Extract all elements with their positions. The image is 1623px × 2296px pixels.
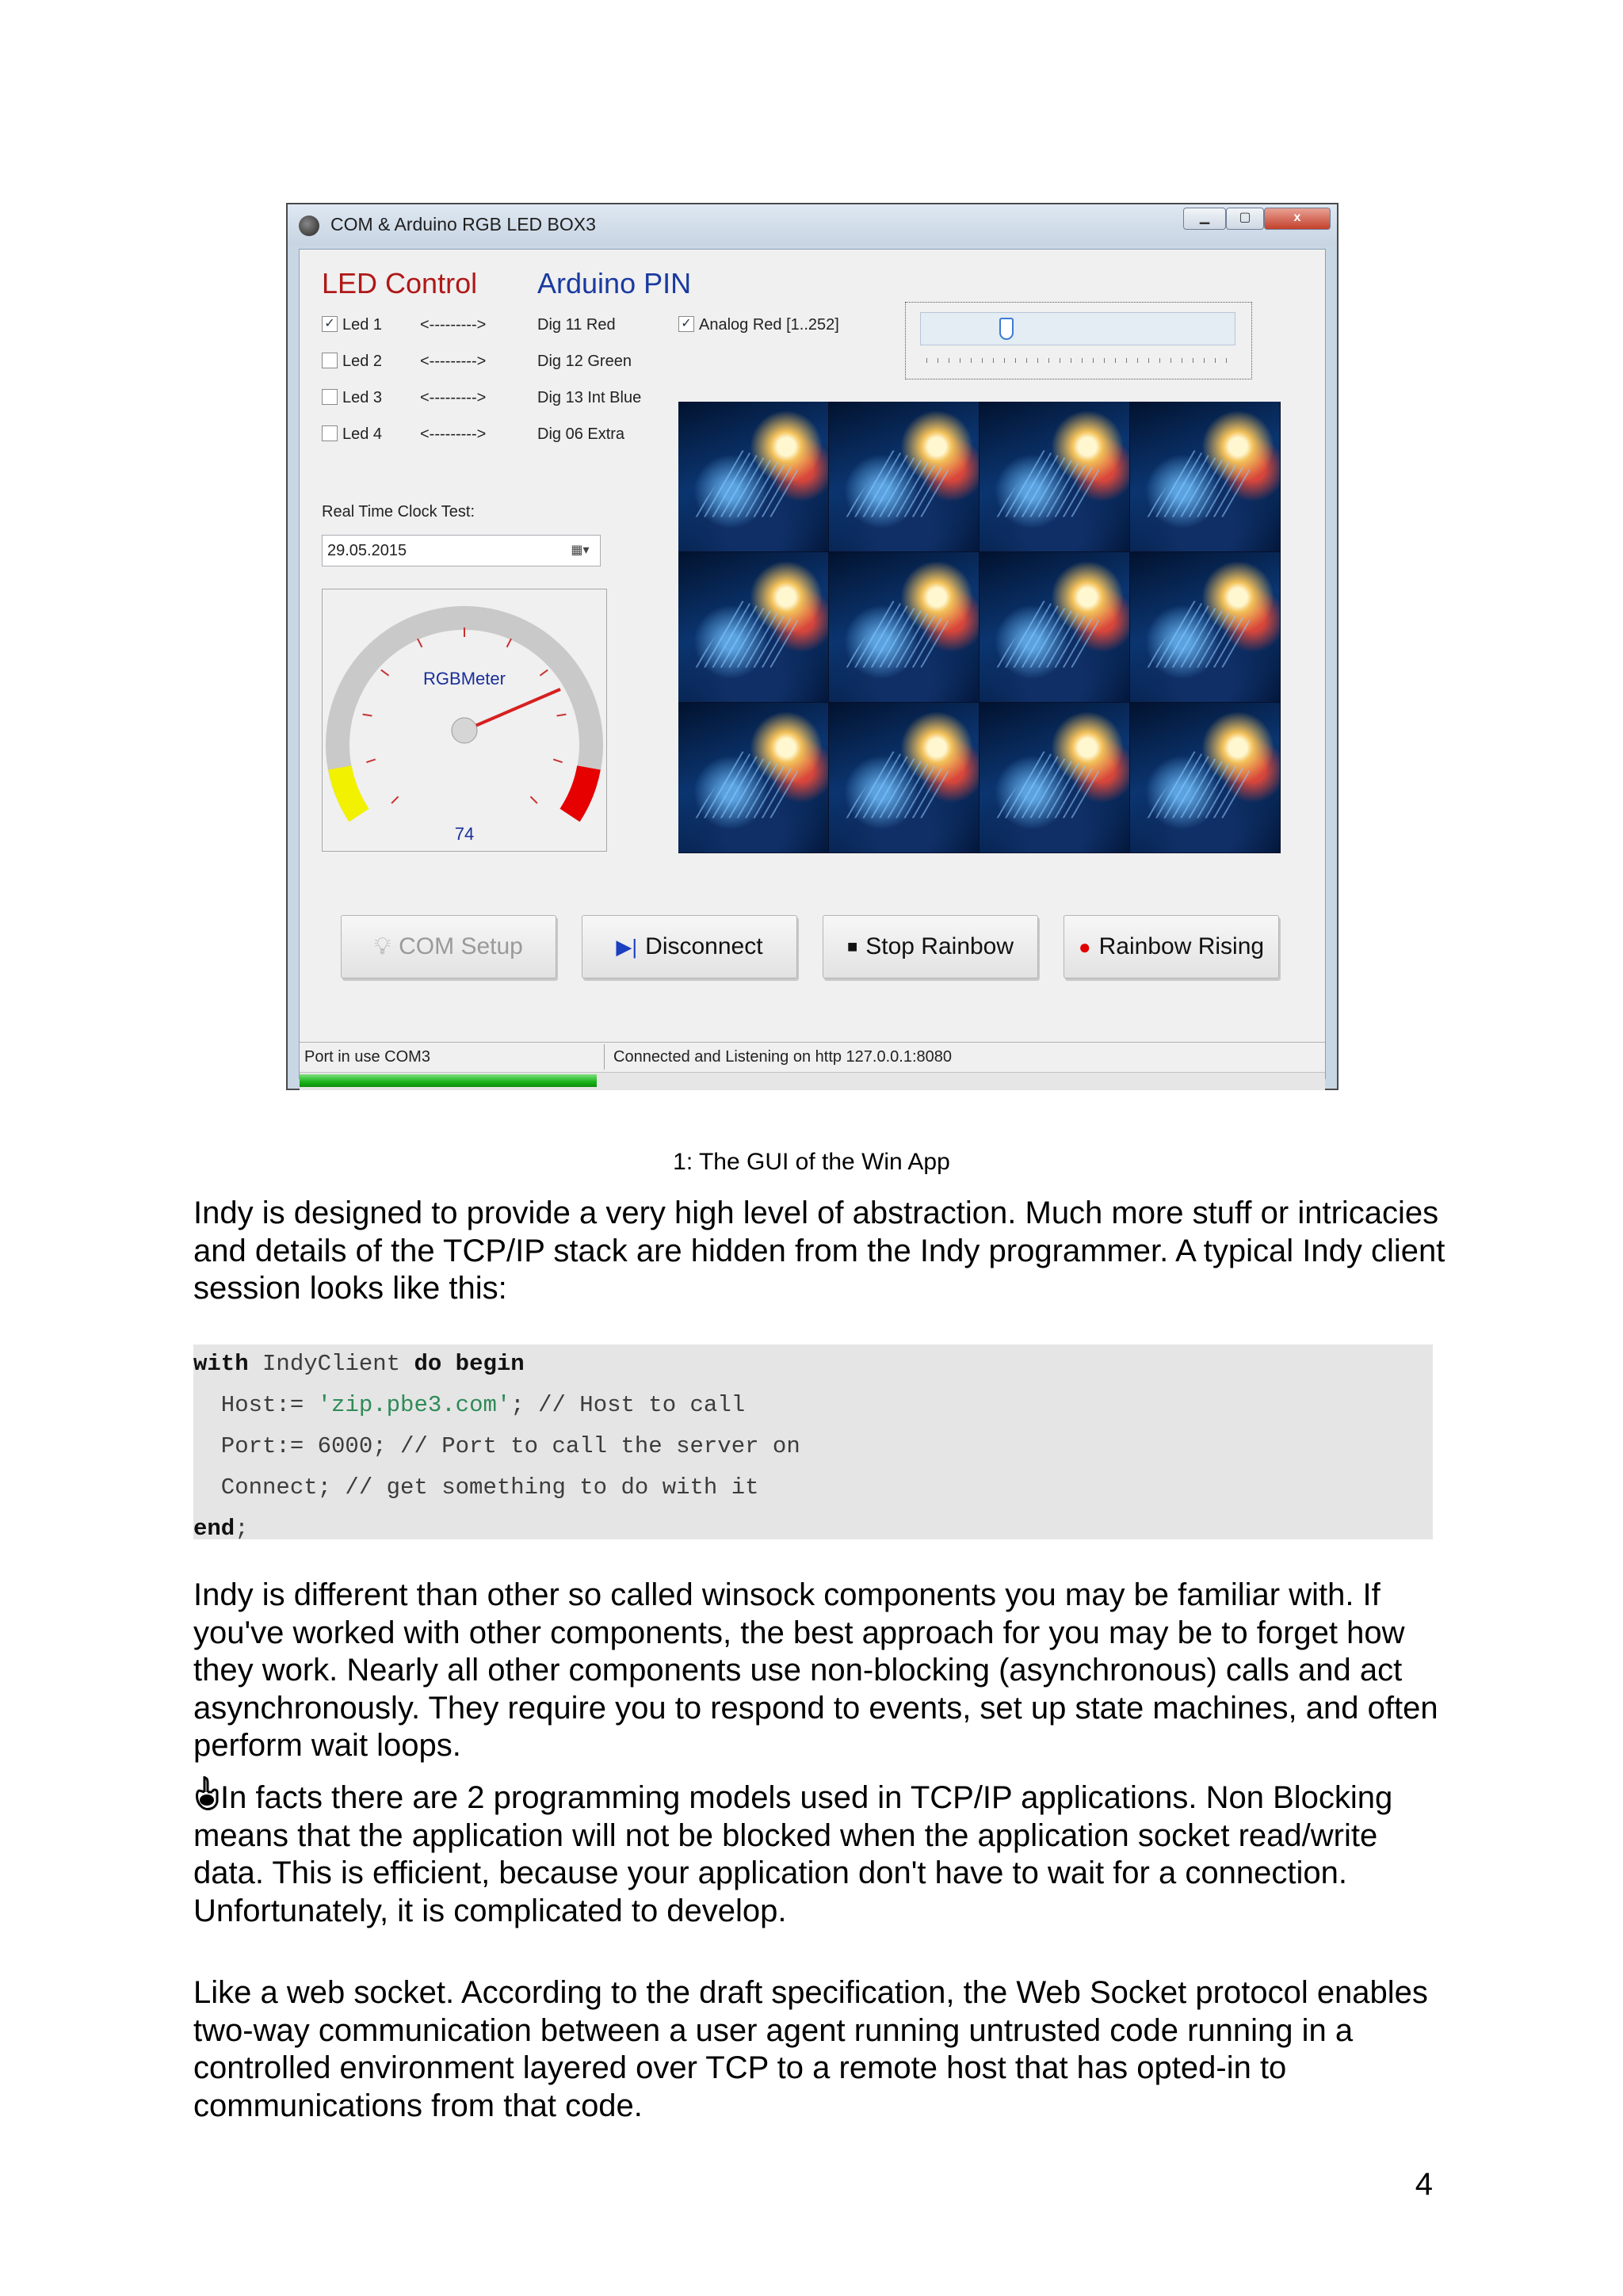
app-icon [299,215,319,236]
code-line-1 [193,1351,525,1377]
rtc-date-value: 29.05.2015 [327,542,407,559]
led2-label: Led 2 [342,353,383,370]
gauge-tick [366,759,375,762]
code-text: ; [235,1516,249,1542]
image-tile [829,703,980,853]
gauge-tick [530,796,537,803]
code-line-2 [193,1392,745,1418]
paragraph-programming-models-text: In facts there are 2 programming models used in TCP/IP applications. Non Blocking means that the application will not be blocked when the application socket read/write data. This is efficient, because your application don't have to wait for a connection. Unfortunately, it is complicated to develop. [193,1780,1393,1928]
rgb-meter-panel [322,589,607,852]
gauge-tick [418,639,422,647]
image-tile [829,552,980,703]
led2-pin: Dig 12 Green [537,353,632,370]
code-block [193,1344,1433,1542]
gauge-arc [338,618,591,815]
led3-arrow: <---------> [420,389,487,406]
image-tile [1130,703,1281,853]
code-keyword: do begin [414,1351,525,1377]
led4-arrow: <---------> [420,425,487,443]
rgb-meter-gauge [323,589,606,851]
paragraph-web-socket: Like a web socket. According to the draft specification, the Web Socket protocol enables two-way communication between a user agent running untrusted code running in a controlled environment layered over TCP to a remote host that has opted-in to communications from that code. [193,1975,1428,2123]
led2-arrow: <---------> [420,353,487,370]
progress-bar [300,1072,1325,1090]
analog-red-checkbox[interactable]: ✓ [678,316,694,332]
gauge-tick [557,715,567,716]
led1-pin: Dig 11 Red [537,316,616,334]
image-tile [980,402,1130,552]
stop-rainbow-label: Stop Rainbow [865,933,1014,959]
code-line-3: Port:= 6000; // Port to call the server on [193,1433,800,1459]
led1-checkbox[interactable]: ✓ [322,316,338,332]
status-port: Port in use COM3 [304,1048,430,1066]
minimize-button[interactable]: ▁ [1183,208,1226,230]
gauge-needle [464,689,560,730]
led3-checkbox[interactable] [322,389,338,405]
bulb-icon: 💡︎ [374,933,391,959]
paragraph-programming-models [193,1775,1445,1930]
led4-label: Led 4 [342,425,383,443]
led1-arrow: <---------> [420,316,487,334]
led3-label: Led 3 [342,389,383,406]
progress-fill [300,1074,597,1087]
image-tile [1130,402,1281,552]
gauge-tick [553,759,562,762]
app-window-screenshot [286,203,1338,1090]
gauge-title: RGBMeter [423,669,506,688]
figure-caption: 1: The GUI of the Win App [673,1149,950,1175]
code-line-4: Connect; // get something to do with it [193,1474,759,1501]
code-text: ; // Host to call [510,1392,746,1418]
rainbow-rising-label: Rainbow Rising [1098,933,1265,959]
slider-thumb[interactable] [999,318,1014,340]
code-string: 'zip.pbe3.com' [317,1392,511,1418]
gauge-hub [452,718,477,743]
code-keyword: end [193,1516,235,1542]
code-keyword: with [193,1351,249,1377]
led1-label: Led 1 [342,316,383,334]
led-control-header: LED Control [322,267,478,299]
image-tile [678,703,829,853]
gauge-tick [391,796,398,803]
led3-pin: Dig 13 Int Blue [537,389,642,406]
led4-checkbox[interactable] [322,425,338,441]
paragraph-winsock: Indy is different than other so called winsock components you may be familiar with. If you've worked with other components, the best approach for you may be to forget how they work. Nearly all other components use non-blocking (asynchronous) calls and act asynchronously. They require you to respond to events, set up state machines, and often perform wait loops. [193,1577,1438,1763]
code-text: Host:= [193,1392,318,1418]
gauge-value: 74 [454,824,475,844]
pointing-hand-icon [193,1775,220,1811]
code-text: IndyClient [248,1351,414,1377]
gauge-yellow-zone [340,768,359,815]
window-client-area [299,249,1326,1079]
gauge-tick [363,715,372,716]
image-tile [678,552,829,703]
record-icon: ● [1078,934,1091,959]
rainbow-image-grid [678,402,1281,853]
close-button[interactable]: x [1264,208,1331,230]
image-tile [1130,552,1281,703]
com-setup-label: COM Setup [399,933,523,959]
window-titlebar [288,204,1337,246]
code-line-5 [193,1516,249,1542]
led4-pin: Dig 06 Extra [537,425,625,443]
image-tile [829,402,980,552]
disconnect-label: Disconnect [645,933,763,959]
slider-track [920,312,1235,345]
status-separator [604,1044,605,1070]
gauge-tick [540,670,548,676]
status-bar [300,1042,1325,1071]
stop-icon: ■ [846,936,858,956]
rtc-label: Real Time Clock Test: [322,503,475,521]
image-tile [980,703,1130,853]
slider-ticks [926,358,1228,363]
gauge-red-zone [570,768,589,815]
image-tile [678,402,829,552]
led2-checkbox[interactable] [322,353,338,368]
disconnect-button[interactable] [582,915,797,978]
stop-rainbow-button[interactable] [823,915,1038,978]
arduino-pin-header: Arduino PIN [537,267,692,299]
com-setup-button[interactable] [341,915,556,978]
gauge-tick [507,639,511,647]
window-title: COM & Arduino RGB LED BOX3 [330,214,596,235]
status-connection: Connected and Listening on http 127.0.0.1:8080 [613,1048,953,1066]
maximize-button[interactable]: ▢ [1226,208,1264,230]
rainbow-rising-button[interactable] [1064,915,1279,978]
rtc-date-picker[interactable] [322,535,601,566]
calendar-dropdown-icon[interactable]: ▦▾ [571,543,590,557]
analog-red-label: Analog Red [1..252] [699,316,839,334]
analog-slider[interactable] [905,302,1252,379]
gauge-tick [381,670,389,676]
play-pause-icon: ▶| [616,934,638,959]
paragraph-intro: Indy is designed to provide a very high level of abstraction. Much more stuff or intricacies and details of the TCP/IP stack are hidden from the Indy programmer. A typical Indy client session looks like this: [193,1196,1445,1306]
page-number: 4 [1415,2167,1433,2202]
image-tile [980,552,1130,703]
